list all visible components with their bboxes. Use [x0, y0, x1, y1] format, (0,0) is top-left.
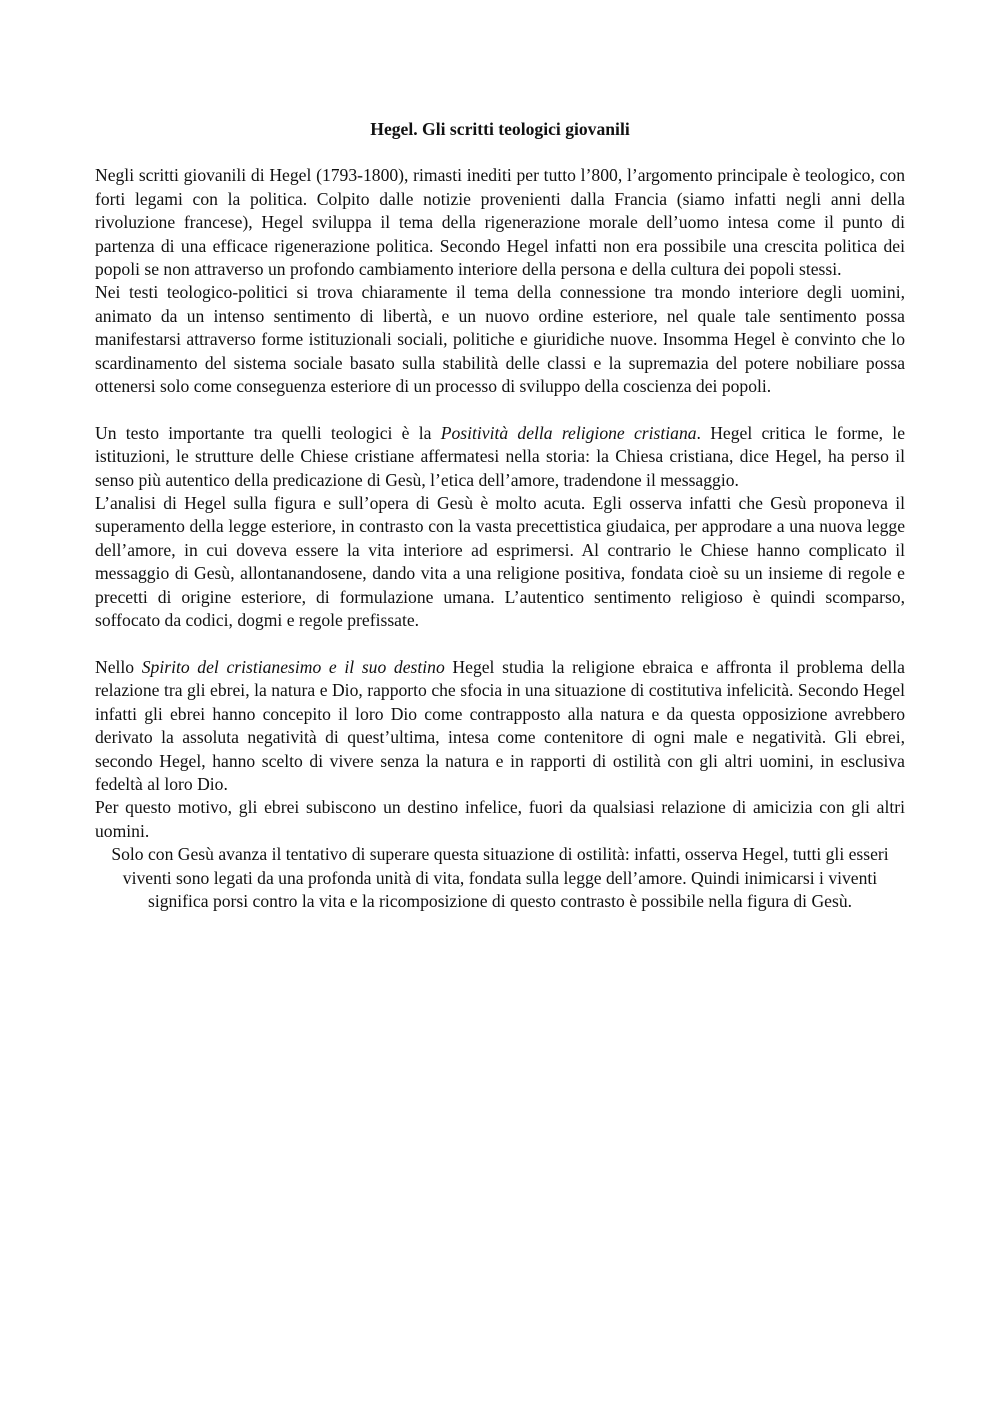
paragraph-positivity [95, 422, 905, 492]
document-body [95, 118, 905, 913]
paragraph-positivity-end: . Hegel critica le forme, le istituzioni, le strutture delle Chiese cristiane affermatesi nella storia: la Chiesa cristiana, dice Hegel, ha perso il senso più autentico della predicazione di Gesù, l’etica dell’amore, tradendone il messaggio. [95, 422, 905, 490]
paragraph-spirit-christianity [95, 656, 905, 796]
book-title-positivita: Positività della religione cristiana [440, 422, 697, 443]
paragraph-spacer [95, 633, 905, 656]
document-title: Hegel. Gli scritti teologici giovanili [370, 119, 630, 139]
paragraph-spirit-end: Hegel studia la religione ebraica e affronta il problema della relazione tra gli ebrei, la natura e Dio, rapporto che sfocia in una situazione di costitutiva infelicità. Secondo Hegel infatti gli ebrei hanno concepito il loro Dio come contrapposto alla natura e da questa opposizione avrebbero derivato la assoluta negatività di quest’ultima, intesa come contenitore di ogni male e negatività. Gli ebrei, secondo Hegel, hanno scelto di vivere senza la natura e in rapporti di ostilità con gli altri uomini, in esclusiva fedeltà al loro Dio. [95, 656, 905, 794]
paragraph-positivity-start: Un testo importante tra quelli teologici è la [95, 422, 441, 443]
paragraph-intro: Negli scritti giovanili di Hegel (1793-1800), rimasti inediti per tutto l’800, l’argomento principale è teologico, con forti legami con la politica. Colpito dalle notizie provenienti dalla Francia (siamo infatti negli anni della rivoluzione francese), Hegel sviluppa il tema della rigenerazione morale dell’uomo intesa come il punto di partenza di una efficace rigenerazione politica. Secondo Hegel infatti non era possibile una crescita politica dei popoli se non attraverso un profondo cambiamento interiore della persona e della cultura dei popoli stessi. [95, 165, 905, 280]
paragraph-political-texts: Nei testi teologico-politici si trova chiaramente il tema della connessione tra mondo interiore degli uomini, animato da un intenso sentimento di libertà, e un nuovo ordine esteriore, nel quale tale sentimento possa manifestarsi attraverso forme istituzionali sociali, politiche e giuridiche nuove. Insomma Hegel è convinto che lo scardinamento del sistema sociale basato sulla stabilità delle classi e la supremazia del potere nobiliare possa ottenersi solo come conseguenza esteriore di un processo di sviluppo della coscienza dei popoli. [95, 282, 905, 397]
paragraph-unhappy-destiny: Per questo motivo, gli ebrei subiscono un destino infelice, fuori da qualsiasi relazione di amicizia con gli altri uomini. [95, 797, 905, 841]
paragraph-conclusion: Solo con Gesù avanza il tentativo di superare questa situazione di ostilità: infatti, osserva Hegel, tutti gli esseri viventi sono legati da una profonda unità di vita, fondata sulla legge dell’amore. Quindi inimicarsi i viventi significa porsi contro la vita e la ricomposizione di questo contrasto è possibile nella figura di Gesù. [111, 844, 889, 911]
paragraph-spirit-start: Nello [95, 656, 142, 677]
book-title-spirito: Spirito del cristianesimo e il suo destino [141, 656, 445, 677]
paragraph-jesus-analysis: L’analisi di Hegel sulla figura e sull’opera di Gesù è molto acuta. Egli osserva infatti che Gesù proponeva il superamento della legge esteriore, in contrasto con la vasta precettistica giudaica, per approdare a una nuova legge dell’amore, in cui doveva essere la vita interiore ad esprimersi. Al contrario le Chiese hanno complicato il messaggio di Gesù, allontanandosene, dando vita a una religione positiva, fondata cioè su un insieme di regole e precetti di origine esteriore, di formulazione umana. L’autentico sentimento religioso è quindi scomparso, soffocato da codici, dogmi e regole prefissate. [95, 493, 905, 631]
paragraph-spacer [95, 398, 905, 421]
